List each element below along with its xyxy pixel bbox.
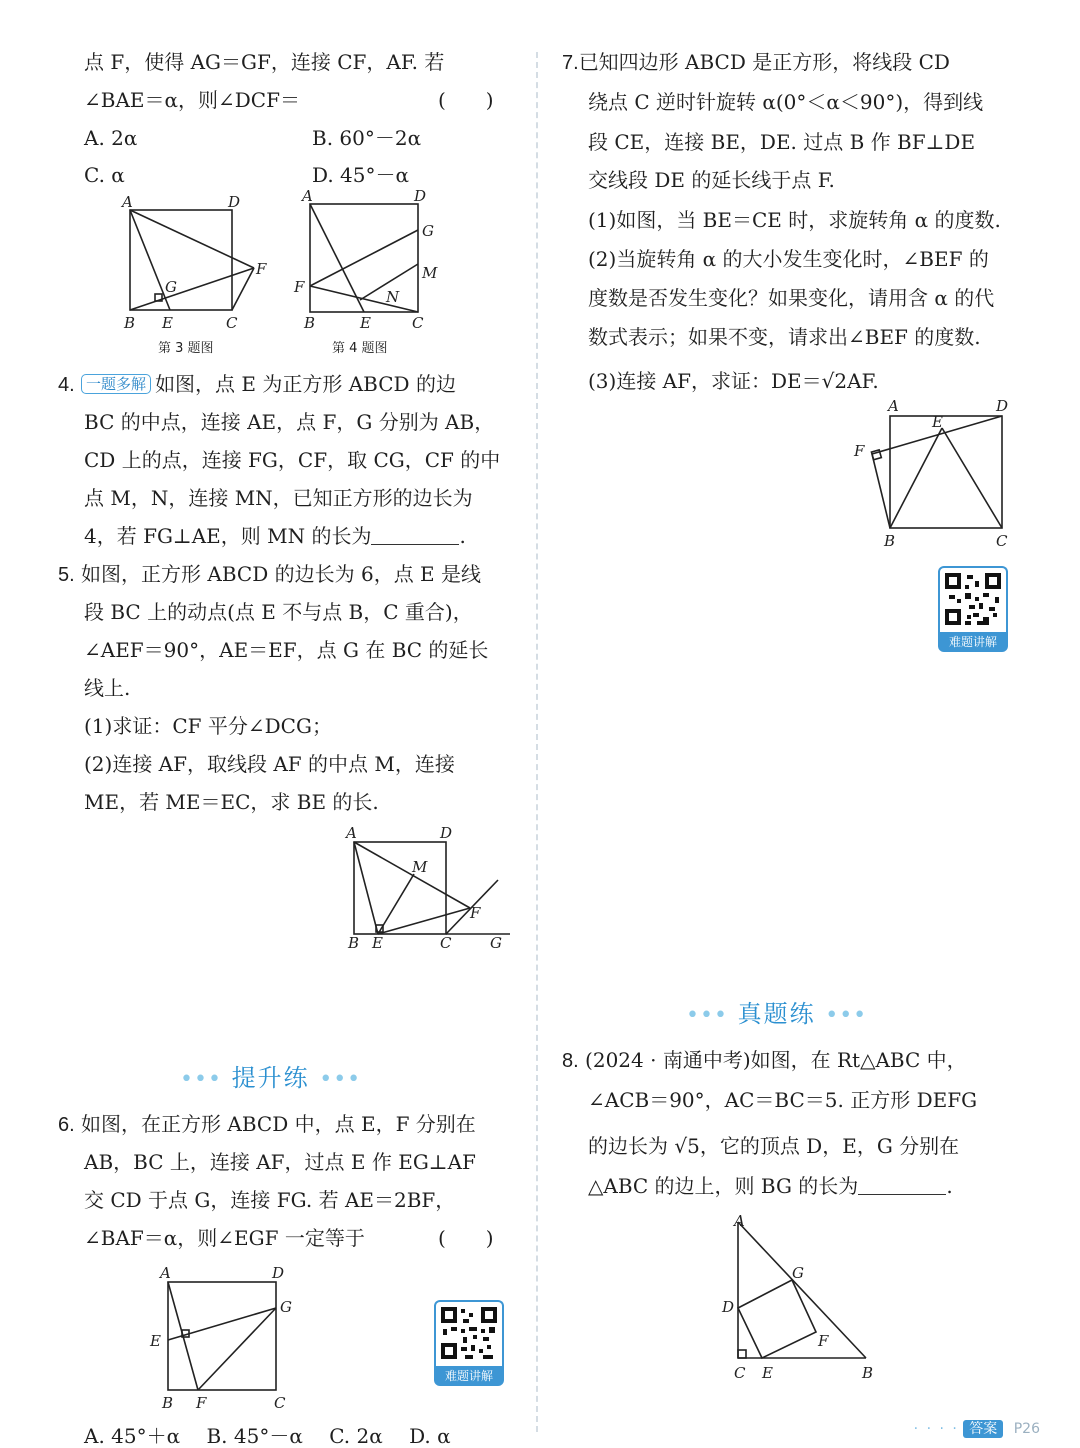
q3-option-b: B. 60°－2α — [312, 126, 422, 150]
q4-line1: 4. 一题多解 如图，点 E 为正方形 ABCD 的边 — [58, 372, 456, 396]
fig5-label-m: M — [412, 858, 428, 876]
q4-line5: 4，若 FG⊥AE，则 MN 的长为 . — [84, 524, 466, 548]
q3-line2: ∠BAE＝α，则∠DCF＝ — [84, 88, 300, 112]
fig6-label-f: F — [196, 1394, 207, 1412]
fig4-label-a: A — [302, 187, 313, 205]
fig3-label-a: A — [122, 193, 133, 211]
q5-line4: 线上. — [84, 676, 131, 700]
column-divider — [536, 52, 538, 1432]
fig4-label-e: E — [360, 314, 371, 332]
fig8-label-g: G — [792, 1264, 804, 1282]
q6-paren: ( ) — [438, 1226, 494, 1250]
q7-line7: 度数是否发生变化？如果变化，请用含 α 的代 — [588, 286, 995, 310]
fig6-label-c: C — [274, 1394, 286, 1412]
qr-label-right: 难题讲解 — [938, 632, 1008, 652]
q5-line7: ME，若 ME＝EC，求 BE 的长. — [84, 790, 379, 814]
q5-line1: 5. 如图，正方形 ABCD 的边长为 6，点 E 是线 — [58, 562, 482, 586]
fig5-label-b: B — [348, 934, 360, 952]
q6-line1: 6. 如图，在正方形 ABCD 中，点 E，F 分别在 — [58, 1112, 476, 1136]
fig7-label-f: F — [854, 442, 865, 460]
q7-number: 7. — [562, 52, 579, 74]
q7-line1: 7.已知四边形 ABCD 是正方形，将线段 CD — [562, 50, 950, 74]
fig6-label-g: G — [280, 1298, 292, 1316]
fig6-label-a: A — [160, 1264, 171, 1282]
section-title-exam: ••• 真题练 ••• — [686, 1000, 868, 1028]
q4-line3: CD 上的点，连接 FG，CF，取 CG，CF 的中 — [84, 448, 501, 472]
figure-q7 — [846, 396, 1026, 556]
fig7-label-a: A — [888, 397, 899, 415]
figure-q3 — [110, 188, 280, 360]
q7-line5: (1)如图，当 BE＝CE 时，求旋转角 α 的度数. — [588, 208, 1001, 232]
q8-number: 8. — [562, 1050, 579, 1072]
q4-number: 4. — [58, 374, 75, 396]
fig5-label-g: G — [490, 934, 502, 952]
fig5-label-d: D — [440, 824, 453, 842]
q3-option-c: C. α — [84, 163, 125, 187]
answer-badge[interactable]: 答案 — [963, 1420, 1003, 1438]
fig8-label-b: B — [862, 1364, 874, 1382]
qr-code-icon — [938, 566, 1008, 632]
q4-tag: 一题多解 — [81, 374, 151, 394]
q7-line4: 交线段 DE 的延长线于点 F. — [588, 168, 835, 192]
fig4-label-c: C — [412, 314, 424, 332]
q8-line2: ∠ACB＝90°，AC＝BC＝5. 正方形 DEFG — [588, 1088, 978, 1112]
fig5-label-c: C — [440, 934, 452, 952]
q7-line6: (2)当旋转角 α 的大小发生变化时，∠BEF 的 — [588, 247, 989, 271]
q3-option-a: A. 2α — [84, 126, 138, 150]
fig7-label-e: E — [932, 413, 943, 431]
fig8-label-f: F — [818, 1332, 829, 1350]
figure-q5 — [330, 820, 520, 956]
q6-line3: 交 CD 于点 G，连接 FG. 若 AE＝2BF， — [84, 1188, 456, 1212]
q7-line9: (3)连接 AF，求证：DE＝√2AF. — [588, 369, 879, 393]
q7-line2: 绕点 C 逆时针旋转 α(0°＜α＜90°)，得到线 — [588, 90, 984, 114]
fig8-label-d: D — [722, 1298, 735, 1316]
fig6-label-d: D — [272, 1264, 285, 1282]
fig6-label-b: B — [162, 1394, 174, 1412]
fig4-label-m: M — [422, 264, 438, 282]
fig7-label-b: B — [884, 532, 896, 550]
fig3-label-g: G — [165, 278, 177, 296]
q7-line8: 数式表示；如果不变，请求出∠BEF 的度数. — [588, 325, 981, 349]
q8-line3: 的边长为 √5，它的顶点 D，E，G 分别在 — [588, 1134, 960, 1158]
page-number: P26 — [1013, 1421, 1040, 1437]
section-title-improve: ••• 提升练 ••• — [180, 1064, 362, 1092]
fig4-label-g: G — [422, 222, 434, 240]
fig3-label-b: B — [124, 314, 136, 332]
fig5-label-e: E — [372, 934, 383, 952]
fig3-label-c: C — [226, 314, 238, 332]
q6-number: 6. — [58, 1114, 75, 1136]
fig7-label-c: C — [996, 532, 1008, 550]
q3-paren: ( ) — [438, 88, 494, 112]
q7-line3: 段 CE，连接 BE，DE. 过点 B 作 BF⊥DE — [588, 130, 976, 154]
fig5-label-a: A — [346, 824, 357, 842]
q4-line2: BC 的中点，连接 AE，点 F，G 分别为 AB， — [84, 410, 495, 434]
q8-answer-blank[interactable] — [858, 1176, 946, 1195]
fig7-label-d: D — [996, 397, 1009, 415]
fig6-label-e: E — [150, 1332, 161, 1350]
fig8-label-a: A — [734, 1212, 745, 1230]
qr-code-icon — [434, 1300, 504, 1366]
fig8-label-e: E — [762, 1364, 773, 1382]
fig3-caption: 第 3 题图 — [158, 341, 214, 356]
q3-option-d: D. 45°－α — [312, 163, 409, 187]
q4-line4: 点 M，N，连接 MN，已知正方形的边长为 — [84, 486, 473, 510]
q5-line2: 段 BC 上的动点(点 E 不与点 B，C 重合)， — [84, 600, 473, 624]
q8-line4: △ABC 的边上，则 BG 的长为 . — [588, 1174, 953, 1198]
q5-number: 5. — [58, 564, 75, 586]
fig4-label-d: D — [414, 187, 427, 205]
qr-code-left[interactable] — [434, 1300, 504, 1386]
q3-line1: 点 F，使得 AG＝GF，连接 CF，AF. 若 — [84, 50, 445, 74]
q5-line3: ∠AEF＝90°，AE＝EF，点 G 在 BC 的延长 — [84, 638, 489, 662]
fig3-label-e: E — [162, 314, 173, 332]
qr-label-left: 难题讲解 — [434, 1366, 504, 1386]
fig4-label-f: F — [294, 278, 305, 296]
fig8-label-c: C — [734, 1364, 746, 1382]
q6-line2: AB，BC 上，连接 AF，过点 E 作 EG⊥AF — [84, 1150, 476, 1174]
q6-line4: ∠BAF＝α，则∠EGF 一定等于 — [84, 1226, 365, 1250]
q5-line6: (2)连接 AF，取线段 AF 的中点 M，连接 — [84, 752, 455, 776]
q6-options: A. 45°＋α B. 45°－α C. 2α D. α — [84, 1424, 451, 1448]
fig4-label-n: N — [386, 288, 400, 306]
fig4-label-b: B — [304, 314, 316, 332]
fig3-label-d: D — [228, 193, 241, 211]
q4-answer-blank[interactable] — [371, 526, 459, 545]
figure-q8 — [716, 1208, 886, 1388]
page-footer — [914, 1418, 1040, 1438]
fig3-label-f: F — [256, 260, 267, 278]
fig5-label-f: F — [470, 904, 481, 922]
figure-q4 — [290, 182, 450, 360]
footer-dots: · · · · — [913, 1421, 959, 1437]
qr-code-right[interactable] — [938, 566, 1008, 652]
q5-line5: (1)求证：CF 平分∠DCG； — [84, 714, 332, 738]
q8-line1: 8. (2024 · 南通中考)如图，在 Rt△ABC 中， — [562, 1048, 967, 1072]
figure-q6 — [140, 1260, 310, 1416]
fig4-caption: 第 4 题图 — [332, 341, 388, 356]
